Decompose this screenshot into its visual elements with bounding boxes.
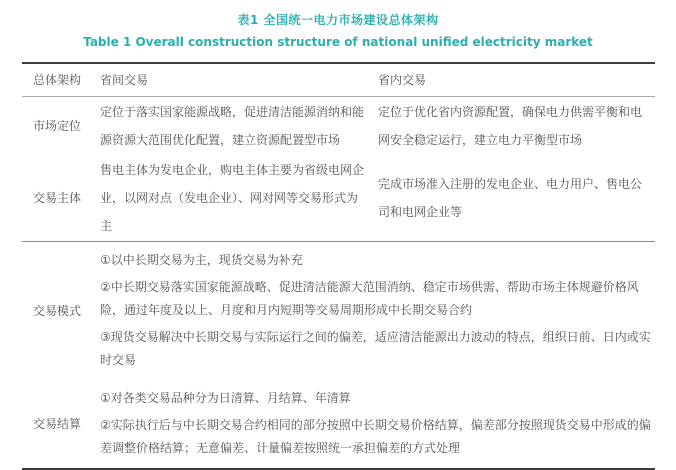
cell-trading-entities-inter-provincial: 售电主体为发电企业，购电主体主要为省级电网企业，以网对点（发电企业）、网对网等交易形式为主	[100, 163, 365, 233]
trading-mode-item-3: ③现货交易解决中长期交易与实际运行之间的偏差，适应清洁能源出力波动的特点，组织日前、日内或实时交易	[100, 330, 651, 367]
trade-settlement-item-1: ①对各类交易品种分为日清算、月结算、年清算	[100, 391, 351, 405]
cell-trading-entities-intra-provincial: 完成市场准入注册的发电企业、电力用户、售电公司和电网企业等	[378, 177, 643, 219]
cell-market-positioning-intra-provincial: 定位于优化省内资源配置，确保电力供需平衡和电网安全稳定运行，建立电力平衡型市场	[378, 105, 643, 147]
row-label-trade-settlement: 交易结算	[33, 416, 82, 431]
trading-mode-item-1: ①以中长期交易为主，现货交易为补充	[100, 253, 303, 267]
header-cell-inter-provincial: 省间交易	[100, 73, 149, 87]
table-row-trade-settlement	[22, 380, 655, 468]
header-cell-architecture: 总体架构	[33, 73, 82, 87]
trade-settlement-item-2: ②实际执行后与中长期交易合约相同的部分按照中长期交易价格结算，偏差部分按照现货交易中形成的偏差调整价格结算；无意偏差、计量偏差按照统一承担偏差的方式处理	[100, 418, 651, 455]
row-label-market-positioning: 市场定位	[33, 118, 82, 133]
document-page	[0, 11, 676, 470]
table-row-trading-mode	[22, 241, 655, 380]
cell-trading-mode	[100, 246, 655, 376]
table-row-trading-entities	[22, 155, 655, 241]
cell-trade-settlement	[100, 384, 655, 464]
header-cell-intra-provincial: 省内交易	[378, 73, 427, 87]
row-label-trading-mode: 交易模式	[33, 303, 82, 318]
table-caption-en: Table 1 Overall construction structure of national unified electricity market	[83, 35, 593, 49]
cell-market-positioning-inter-provincial: 定位于落实国家能源战略，促进清洁能源消纳和能源资源大范围优化配置，建立资源配置型市场	[100, 105, 365, 147]
table-header-row	[22, 64, 655, 97]
table-caption-zh: 表1 全国统一电力市场建设总体架构	[237, 13, 439, 27]
architecture-table	[22, 62, 655, 470]
table-row-market-positioning	[22, 97, 655, 155]
trading-mode-item-2: ②中长期交易落实国家能源战略、促进清洁能源大范围消纳、稳定市场供需、帮助市场主体规避价格风险，通过年度及以上、月度和月内短期等交易周期形成中长期交易合约	[100, 280, 639, 317]
row-label-trading-entities: 交易主体	[33, 190, 82, 205]
